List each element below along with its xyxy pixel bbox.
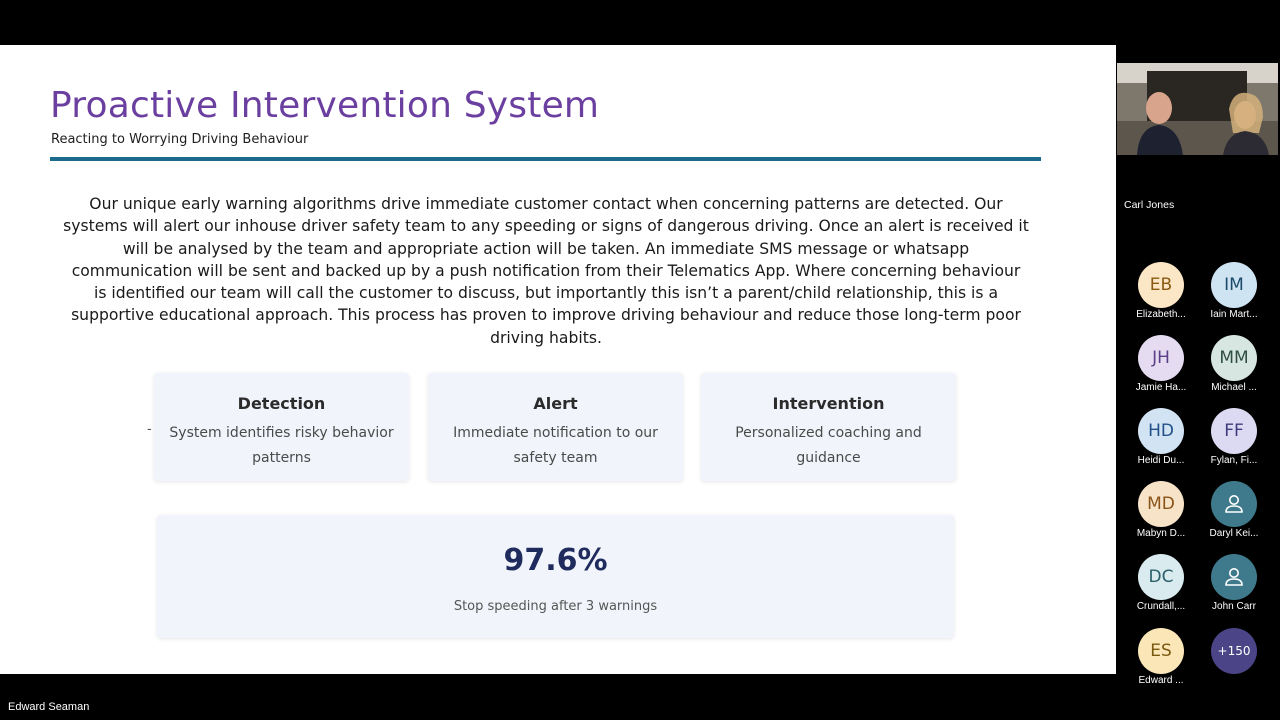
alert-card [428,373,683,481]
participant-name: Jamie Ha... [1135,382,1187,393]
stray-dash: - [147,420,152,436]
participant-name: Fylan, Fi... [1210,455,1258,466]
card-title: Alert [533,394,578,413]
participant-tile[interactable] [1121,335,1201,395]
avatar [1211,554,1257,600]
stat-value: 97.6% [503,543,608,578]
avatar: MD [1138,481,1184,527]
participant-name: Heidi Du... [1137,455,1185,466]
participant-name: Daryl Kei... [1209,528,1259,539]
card-description: Immediate notification to our safety team [453,425,658,466]
participant-name: Michael ... [1211,382,1257,393]
avatar: JH [1138,335,1184,381]
avatar: EB [1138,262,1184,308]
body-line: communication will be sent and backed up by a push notification from their Telematics App. Where concerning behaviour [71,261,1021,280]
participant-video-tile[interactable] [1117,63,1278,155]
avatar: IM [1211,262,1257,308]
avatar [1211,481,1257,527]
more-participants-button[interactable] [1194,628,1274,688]
stat-box [157,515,954,638]
participant-tile[interactable] [1194,335,1274,395]
body-line: systems will alert our inhouse driver safety team to any speeding or signs of dangerous driving. Once an alert is received it [63,217,1029,236]
intervention-card [701,373,956,481]
title-divider [50,157,1041,161]
avatar: FF [1211,408,1257,454]
card-title: Detection [237,394,326,413]
person-icon [1223,566,1245,588]
participant-name: Edward ... [1138,675,1184,686]
participant-name: Crundall,... [1136,601,1186,612]
participant-tile[interactable] [1194,481,1274,541]
avatar: HD [1138,408,1184,454]
participant-tile[interactable] [1121,554,1201,614]
slide-title: Proactive Intervention System [50,85,600,126]
avatar: ES [1138,628,1184,674]
body-line: Our unique early warning algorithms drive immediate customer contact when concerning patterns are detected. Our [89,195,1003,213]
body-line: driving habits. [490,328,602,347]
slide-subtitle: Reacting to Worrying Driving Behaviour [51,132,309,147]
participant-tile[interactable] [1194,262,1274,322]
participant-name: Elizabeth... [1136,309,1186,320]
card-description: Personalized coaching and guidance [735,425,922,466]
card-title: Intervention [772,394,885,413]
participant-name: Mabyn D... [1136,528,1186,539]
person-icon [1223,493,1245,515]
detection-card [154,373,409,481]
presenter-name: Edward Seaman [8,701,90,713]
shared-slide [0,45,1116,674]
overflow-count-badge: +150 [1211,628,1257,674]
participant-tile[interactable] [1121,628,1201,688]
video-participant-name: Carl Jones [1124,199,1175,211]
body-line: will be analysed by the team and appropriate action will be taken. An immediate SMS message or whatsapp [122,239,970,258]
participant-tile[interactable] [1194,408,1274,468]
body-line: supportive educational approach. This process has proven to improve driving behaviour and reduce those long-term poor [71,306,1021,325]
participant-tile[interactable] [1121,262,1201,322]
participant-tile[interactable] [1121,481,1201,541]
video-feed-image [1117,63,1278,155]
card-description: System identifies risky behavior patterns [169,425,394,466]
participant-name: John Carr [1212,601,1256,612]
slide-body-text [60,193,1032,349]
participant-tile[interactable] [1194,554,1274,614]
avatar: MM [1211,335,1257,381]
body-line: is identified our team will call the customer to discuss, but importantly this isn’t a parent/child relationship, this is a [93,284,999,303]
avatar: DC [1138,554,1184,600]
stat-label: Stop speeding after 3 warnings [453,599,658,614]
participant-tile[interactable] [1121,408,1201,468]
participant-name: Iain Mart... [1210,309,1258,320]
